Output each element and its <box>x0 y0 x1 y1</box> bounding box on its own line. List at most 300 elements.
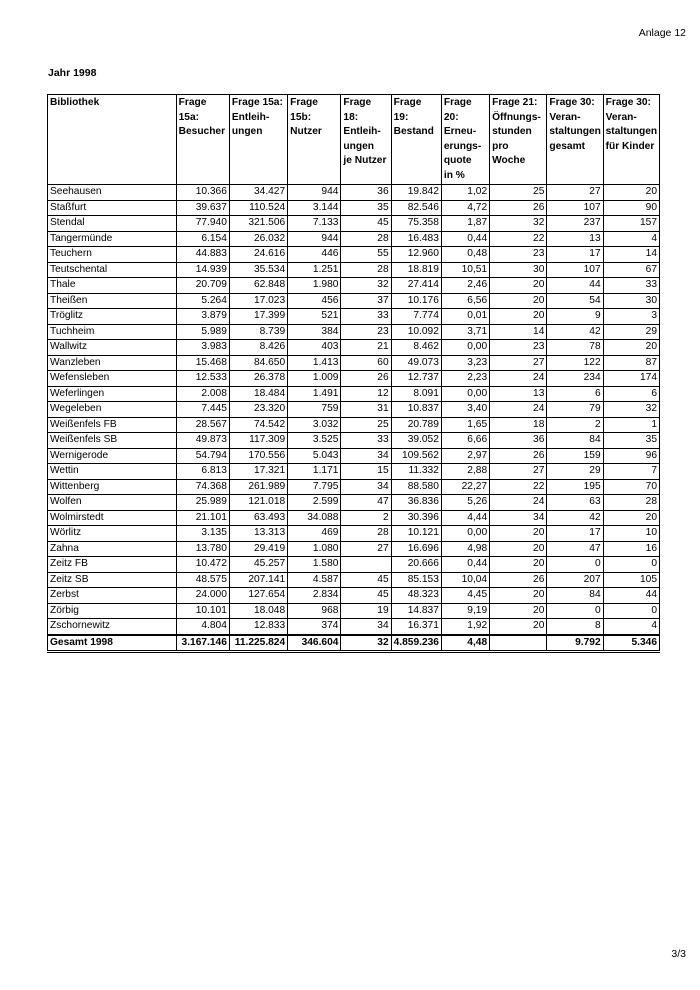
value-cell: 4 <box>603 619 659 635</box>
table-row <box>48 464 660 480</box>
value-cell: 12 <box>341 386 391 402</box>
library-name-cell: Wörlitz <box>48 526 177 542</box>
library-name-cell: Wegeleben <box>48 402 177 418</box>
value-cell: 6 <box>547 386 603 402</box>
value-cell: 13.313 <box>229 526 287 542</box>
value-cell: 85.153 <box>391 572 441 588</box>
value-cell: 1,92 <box>441 619 489 635</box>
value-cell: 1.171 <box>288 464 341 480</box>
value-cell: 23 <box>490 340 547 356</box>
value-cell: 13 <box>547 231 603 247</box>
value-cell: 4,48 <box>441 635 489 652</box>
value-cell: 446 <box>288 247 341 263</box>
value-cell: 18.819 <box>391 262 441 278</box>
year-heading: Jahr 1998 <box>48 67 97 79</box>
page-number: 3/3 <box>671 948 686 960</box>
table-row <box>48 588 660 604</box>
value-cell: 49.073 <box>391 355 441 371</box>
value-cell: 44.883 <box>176 247 229 263</box>
value-cell: 10,51 <box>441 262 489 278</box>
library-name-cell: Teuchern <box>48 247 177 263</box>
value-cell: 3,40 <box>441 402 489 418</box>
library-name-cell: Thale <box>48 278 177 294</box>
value-cell: 3.525 <box>288 433 341 449</box>
value-cell: 6,66 <box>441 433 489 449</box>
value-cell: 45.257 <box>229 557 287 573</box>
value-cell: 34 <box>341 448 391 464</box>
value-cell: 22,27 <box>441 479 489 495</box>
value-cell: 2 <box>341 510 391 526</box>
value-cell: 944 <box>288 185 341 201</box>
value-cell: 14.939 <box>176 262 229 278</box>
value-cell: 5.346 <box>603 635 659 652</box>
value-cell: 2,46 <box>441 278 489 294</box>
table-row <box>48 386 660 402</box>
value-cell: 90 <box>603 200 659 216</box>
value-cell: 321.506 <box>229 216 287 232</box>
value-cell: 3.879 <box>176 309 229 325</box>
value-cell: 122 <box>547 355 603 371</box>
value-cell: 159 <box>547 448 603 464</box>
column-header: Frage 18: Entleih- ungen je Nutzer <box>341 95 391 185</box>
value-cell: 11.332 <box>391 464 441 480</box>
value-cell: 30 <box>603 293 659 309</box>
value-cell: 1,87 <box>441 216 489 232</box>
value-cell: 207.141 <box>229 572 287 588</box>
value-cell: 20 <box>490 526 547 542</box>
value-cell: 4.804 <box>176 619 229 635</box>
value-cell: 2.008 <box>176 386 229 402</box>
value-cell: 1.009 <box>288 371 341 387</box>
value-cell: 3,23 <box>441 355 489 371</box>
value-cell: 84 <box>547 433 603 449</box>
value-cell: 2.599 <box>288 495 341 511</box>
value-cell: 82.546 <box>391 200 441 216</box>
table-row <box>48 495 660 511</box>
value-cell: 36 <box>341 185 391 201</box>
value-cell: 234 <box>547 371 603 387</box>
value-cell: 9 <box>547 309 603 325</box>
value-cell: 48.575 <box>176 572 229 588</box>
value-cell: 6 <box>603 386 659 402</box>
table-row <box>48 355 660 371</box>
value-cell: 2.834 <box>288 588 341 604</box>
value-cell: 39.052 <box>391 433 441 449</box>
library-name-cell: Seehausen <box>48 185 177 201</box>
library-name-cell: Zörbig <box>48 603 177 619</box>
value-cell: 20 <box>490 588 547 604</box>
value-cell: 23 <box>490 247 547 263</box>
value-cell: 20 <box>603 340 659 356</box>
value-cell: 42 <box>547 510 603 526</box>
value-cell: 20 <box>490 619 547 635</box>
value-cell: 87 <box>603 355 659 371</box>
value-cell: 27 <box>490 464 547 480</box>
value-cell: 33 <box>603 278 659 294</box>
library-name-cell: Zerbst <box>48 588 177 604</box>
value-cell: 8.739 <box>229 324 287 340</box>
total-row <box>48 635 660 652</box>
value-cell: 10.092 <box>391 324 441 340</box>
value-cell: 47 <box>341 495 391 511</box>
value-cell: 35 <box>341 200 391 216</box>
value-cell: 39.637 <box>176 200 229 216</box>
value-cell: 1.251 <box>288 262 341 278</box>
value-cell: 20 <box>490 541 547 557</box>
value-cell: 1 <box>603 417 659 433</box>
value-cell: 19.842 <box>391 185 441 201</box>
value-cell: 3.135 <box>176 526 229 542</box>
value-cell: 403 <box>288 340 341 356</box>
column-header: Frage 15a: Besucher <box>176 95 229 185</box>
value-cell: 26.378 <box>229 371 287 387</box>
value-cell: 28 <box>341 526 391 542</box>
value-cell: 27 <box>547 185 603 201</box>
value-cell: 12.833 <box>229 619 287 635</box>
value-cell: 4.859.236 <box>391 635 441 652</box>
value-cell: 28.567 <box>176 417 229 433</box>
value-cell: 27 <box>490 355 547 371</box>
value-cell: 121.018 <box>229 495 287 511</box>
value-cell: 24.616 <box>229 247 287 263</box>
value-cell: 105 <box>603 572 659 588</box>
value-cell: 157 <box>603 216 659 232</box>
library-name-cell: Zahna <box>48 541 177 557</box>
value-cell: 374 <box>288 619 341 635</box>
value-cell: 44 <box>603 588 659 604</box>
value-cell: 14.837 <box>391 603 441 619</box>
library-name-cell: Wanzleben <box>48 355 177 371</box>
value-cell: 10.121 <box>391 526 441 542</box>
value-cell: 16.371 <box>391 619 441 635</box>
value-cell: 0 <box>547 557 603 573</box>
table-row <box>48 402 660 418</box>
table-row <box>48 417 660 433</box>
value-cell: 20 <box>490 309 547 325</box>
value-cell: 20 <box>490 603 547 619</box>
library-name-cell: Zeitz FB <box>48 557 177 573</box>
value-cell: 47 <box>547 541 603 557</box>
value-cell: 5,26 <box>441 495 489 511</box>
value-cell: 10.176 <box>391 293 441 309</box>
value-cell: 24 <box>490 402 547 418</box>
value-cell: 96 <box>603 448 659 464</box>
value-cell: 3.144 <box>288 200 341 216</box>
table-row <box>48 262 660 278</box>
value-cell: 2,88 <box>441 464 489 480</box>
value-cell: 29 <box>547 464 603 480</box>
value-cell: 60 <box>341 355 391 371</box>
value-cell: 15.468 <box>176 355 229 371</box>
library-name-cell: Wallwitz <box>48 340 177 356</box>
value-cell: 8.091 <box>391 386 441 402</box>
value-cell: 10 <box>603 526 659 542</box>
column-header: Frage 15b: Nutzer <box>288 95 341 185</box>
value-cell: 21 <box>341 340 391 356</box>
value-cell: 7.445 <box>176 402 229 418</box>
library-name-cell: Wolfen <box>48 495 177 511</box>
value-cell: 31 <box>341 402 391 418</box>
table-row <box>48 557 660 573</box>
appendix-label: Anlage 12 <box>638 27 686 39</box>
value-cell: 33 <box>341 309 391 325</box>
value-cell: 34 <box>490 510 547 526</box>
value-cell: 21.101 <box>176 510 229 526</box>
value-cell: 28 <box>341 262 391 278</box>
value-cell: 3 <box>603 309 659 325</box>
library-name-cell: Stendal <box>48 216 177 232</box>
library-name-cell: Teutschental <box>48 262 177 278</box>
value-cell: 36.836 <box>391 495 441 511</box>
library-name-cell: Wolmirstedt <box>48 510 177 526</box>
value-cell: 30 <box>490 262 547 278</box>
value-cell: 7.795 <box>288 479 341 495</box>
value-cell: 117.309 <box>229 433 287 449</box>
value-cell: 0,01 <box>441 309 489 325</box>
value-cell: 22 <box>490 231 547 247</box>
value-cell: 45 <box>341 588 391 604</box>
table-row <box>48 619 660 635</box>
value-cell: 20 <box>603 510 659 526</box>
library-name-cell: Weißenfels FB <box>48 417 177 433</box>
value-cell: 29 <box>603 324 659 340</box>
value-cell: 127.654 <box>229 588 287 604</box>
value-cell: 384 <box>288 324 341 340</box>
value-cell: 34.088 <box>288 510 341 526</box>
table-row <box>48 231 660 247</box>
value-cell: 17 <box>547 247 603 263</box>
value-cell: 10.101 <box>176 603 229 619</box>
value-cell: 9,19 <box>441 603 489 619</box>
library-name-cell: Theißen <box>48 293 177 309</box>
table-header-row <box>48 95 660 185</box>
library-statistics-table <box>47 94 660 653</box>
value-cell: 88.580 <box>391 479 441 495</box>
table-row <box>48 448 660 464</box>
value-cell: 20 <box>490 278 547 294</box>
value-cell: 45 <box>341 572 391 588</box>
value-cell: 24 <box>490 371 547 387</box>
value-cell: 1.980 <box>288 278 341 294</box>
value-cell: 0,48 <box>441 247 489 263</box>
value-cell: 34.427 <box>229 185 287 201</box>
value-cell: 32 <box>341 635 391 652</box>
value-cell: 174 <box>603 371 659 387</box>
value-cell: 2,23 <box>441 371 489 387</box>
value-cell: 74.542 <box>229 417 287 433</box>
value-cell: 12.533 <box>176 371 229 387</box>
value-cell: 32 <box>603 402 659 418</box>
value-cell: 26 <box>490 572 547 588</box>
library-name-cell: Wittenberg <box>48 479 177 495</box>
value-cell: 12.960 <box>391 247 441 263</box>
value-cell: 15 <box>341 464 391 480</box>
value-cell: 3.983 <box>176 340 229 356</box>
value-cell: 10,04 <box>441 572 489 588</box>
value-cell: 13 <box>490 386 547 402</box>
column-header: Frage 30: Veran- staltungen gesamt <box>547 95 603 185</box>
value-cell: 1.580 <box>288 557 341 573</box>
column-header: Bibliothek <box>48 95 177 185</box>
value-cell: 26.032 <box>229 231 287 247</box>
library-name-cell: Gesamt 1998 <box>48 635 177 652</box>
library-name-cell: Weißenfels SB <box>48 433 177 449</box>
value-cell: 6.813 <box>176 464 229 480</box>
value-cell: 54.794 <box>176 448 229 464</box>
value-cell: 170.556 <box>229 448 287 464</box>
value-cell: 16 <box>603 541 659 557</box>
value-cell: 24 <box>490 495 547 511</box>
value-cell: 63.493 <box>229 510 287 526</box>
library-name-cell: Tuchheim <box>48 324 177 340</box>
value-cell: 20.666 <box>391 557 441 573</box>
value-cell: 1,02 <box>441 185 489 201</box>
value-cell: 759 <box>288 402 341 418</box>
value-cell: 34 <box>341 619 391 635</box>
value-cell: 75.358 <box>391 216 441 232</box>
value-cell: 8 <box>547 619 603 635</box>
value-cell: 62.848 <box>229 278 287 294</box>
value-cell: 0,00 <box>441 526 489 542</box>
value-cell: 28 <box>341 231 391 247</box>
value-cell: 0 <box>603 603 659 619</box>
table-row <box>48 309 660 325</box>
value-cell: 207 <box>547 572 603 588</box>
value-cell: 0,00 <box>441 386 489 402</box>
value-cell: 5.043 <box>288 448 341 464</box>
value-cell: 25 <box>341 417 391 433</box>
value-cell: 7 <box>603 464 659 480</box>
value-cell: 3.167.146 <box>176 635 229 652</box>
library-name-cell: Wettin <box>48 464 177 480</box>
value-cell: 14 <box>603 247 659 263</box>
value-cell: 2 <box>547 417 603 433</box>
value-cell: 20 <box>490 293 547 309</box>
value-cell: 4.587 <box>288 572 341 588</box>
table-row <box>48 433 660 449</box>
value-cell: 78 <box>547 340 603 356</box>
column-header: Frage 20: Erneu- erungs- quote in % <box>441 95 489 185</box>
column-header: Frage 21: Öffnungs- stunden pro Woche <box>490 95 547 185</box>
library-name-cell: Tröglitz <box>48 309 177 325</box>
table-row <box>48 324 660 340</box>
value-cell: 33 <box>341 433 391 449</box>
table-row <box>48 510 660 526</box>
value-cell: 6,56 <box>441 293 489 309</box>
table-row <box>48 185 660 201</box>
value-cell: 0,44 <box>441 557 489 573</box>
value-cell: 521 <box>288 309 341 325</box>
value-cell: 8.462 <box>391 340 441 356</box>
value-cell: 3,71 <box>441 324 489 340</box>
value-cell: 261.989 <box>229 479 287 495</box>
value-cell: 9.792 <box>547 635 603 652</box>
value-cell: 0,44 <box>441 231 489 247</box>
value-cell: 10.837 <box>391 402 441 418</box>
table-row <box>48 479 660 495</box>
library-name-cell: Staßfurt <box>48 200 177 216</box>
library-name-cell: Weferlingen <box>48 386 177 402</box>
value-cell: 195 <box>547 479 603 495</box>
value-cell: 79 <box>547 402 603 418</box>
value-cell: 0 <box>603 557 659 573</box>
value-cell: 18.048 <box>229 603 287 619</box>
value-cell: 110.524 <box>229 200 287 216</box>
value-cell: 23 <box>341 324 391 340</box>
column-header: Frage 15a: Entleih- ungen <box>229 95 287 185</box>
value-cell: 25 <box>490 185 547 201</box>
value-cell: 16.696 <box>391 541 441 557</box>
value-cell <box>490 635 547 652</box>
value-cell: 24.000 <box>176 588 229 604</box>
table-row <box>48 526 660 542</box>
value-cell: 1.491 <box>288 386 341 402</box>
value-cell: 107 <box>547 262 603 278</box>
value-cell: 1.080 <box>288 541 341 557</box>
table-row <box>48 603 660 619</box>
value-cell: 84.650 <box>229 355 287 371</box>
value-cell: 42 <box>547 324 603 340</box>
value-cell: 109.562 <box>391 448 441 464</box>
table-row <box>48 340 660 356</box>
value-cell: 20 <box>490 557 547 573</box>
value-cell: 17.321 <box>229 464 287 480</box>
value-cell: 3.032 <box>288 417 341 433</box>
value-cell: 20 <box>603 185 659 201</box>
table-body <box>48 185 660 652</box>
value-cell: 456 <box>288 293 341 309</box>
value-cell: 63 <box>547 495 603 511</box>
value-cell: 74.368 <box>176 479 229 495</box>
value-cell: 70 <box>603 479 659 495</box>
value-cell: 1,65 <box>441 417 489 433</box>
value-cell <box>341 557 391 573</box>
value-cell: 29.419 <box>229 541 287 557</box>
value-cell: 16.483 <box>391 231 441 247</box>
value-cell: 84 <box>547 588 603 604</box>
value-cell: 469 <box>288 526 341 542</box>
value-cell: 12.737 <box>391 371 441 387</box>
value-cell: 32 <box>341 278 391 294</box>
value-cell: 0 <box>547 603 603 619</box>
table-row <box>48 371 660 387</box>
value-cell: 10.366 <box>176 185 229 201</box>
value-cell: 19 <box>341 603 391 619</box>
value-cell: 45 <box>341 216 391 232</box>
value-cell: 14 <box>490 324 547 340</box>
value-cell: 26 <box>490 448 547 464</box>
value-cell: 237 <box>547 216 603 232</box>
value-cell: 32 <box>490 216 547 232</box>
table-row <box>48 541 660 557</box>
value-cell: 37 <box>341 293 391 309</box>
column-header: Frage 19: Bestand <box>391 95 441 185</box>
value-cell: 346.604 <box>288 635 341 652</box>
library-name-cell: Wefensleben <box>48 371 177 387</box>
value-cell: 17.023 <box>229 293 287 309</box>
value-cell: 4,98 <box>441 541 489 557</box>
value-cell: 968 <box>288 603 341 619</box>
value-cell: 54 <box>547 293 603 309</box>
value-cell: 30.396 <box>391 510 441 526</box>
table-row <box>48 216 660 232</box>
value-cell: 35 <box>603 433 659 449</box>
library-name-cell: Wernigerode <box>48 448 177 464</box>
value-cell: 36 <box>490 433 547 449</box>
value-cell: 44 <box>547 278 603 294</box>
value-cell: 34 <box>341 479 391 495</box>
table-row <box>48 572 660 588</box>
